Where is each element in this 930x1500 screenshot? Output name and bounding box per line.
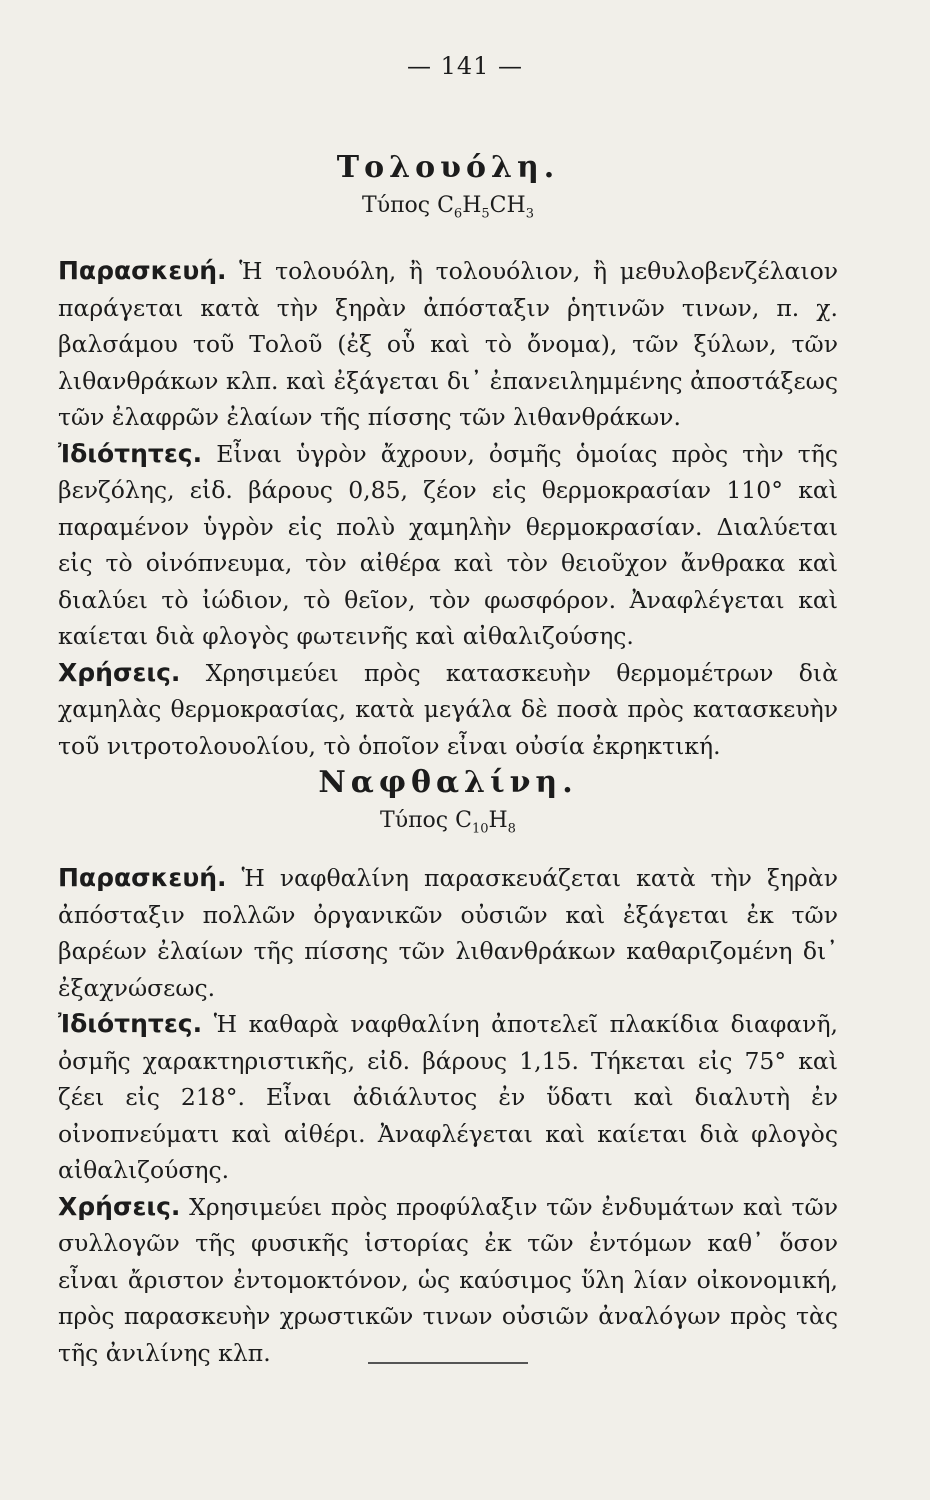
paragraph-heading: Χρήσεις. xyxy=(58,657,181,687)
paragraph-uses xyxy=(58,655,838,765)
paragraph-preparation xyxy=(58,253,838,436)
formula-subscript: 3 xyxy=(525,206,534,222)
section-toluene xyxy=(58,150,838,764)
section-naphthalene xyxy=(58,765,838,1371)
formula-element: CH xyxy=(489,193,526,218)
chemical-formula xyxy=(58,808,838,836)
paragraph-properties xyxy=(58,436,838,655)
page-number: — 141 — xyxy=(406,52,524,80)
paragraph-heading: Παρασκευή. xyxy=(58,256,227,286)
chemical-formula xyxy=(58,193,838,221)
formula-prefix: Τύπος C xyxy=(362,193,454,218)
section-body xyxy=(58,860,838,1371)
paragraph-text: Ἡ τολουόλη, ἢ τολουόλιον, ἢ μεθυλοβενζέλαιον παράγεται κατὰ τὴν ξηρὰν ἀπόσταξιν ῥητινῶν τινων, π. χ. βαλσάμου τοῦ Τολοῦ (ἐξ οὗ καὶ τὸ ὄνομα), τῶν ξύλων, τῶν λιθανθράκων κλπ. καὶ ἐξάγεται δι᾿ ἐπανειλημμένης ἀποστάξεως τῶν ἐλαφρῶν ἐλαίων τῆς πίσσης τῶν λιθανθράκων. xyxy=(58,257,838,432)
paragraph-text: Χρησιμεύει πρὸς προφύλαξιν τῶν ἐνδυμάτων καὶ τῶν συλλογῶν τῆς φυσικῆς ἱστορίας ἐκ τῶν ἐντόμων καθ᾿ ὅσον εἶναι ἄριστον ἐντομοκτόνον, ὡς καύσιμος ὕλη λίαν οἰκονομική, πρὸς παρασκευὴν χρωστικῶν τινων οὐσιῶν ἀναλόγων πρὸς τὰς τῆς ἀνιλίνης κλπ. xyxy=(58,1192,838,1367)
paragraph-uses xyxy=(58,1189,838,1372)
formula-subscript: 10 xyxy=(471,821,489,837)
end-divider xyxy=(368,1362,528,1364)
formula-element: H xyxy=(462,193,482,218)
paragraph-heading: Ἰδιότητες. xyxy=(58,438,203,468)
paragraph-text: Εἶναι ὑγρὸν ἄχρουν, ὀσμῆς ὁμοίας πρὸς τὴν τῆς βενζόλης, εἰδ. βάρους 0,85, ζέον εἰς θερμοκρασίαν 110° καὶ παραμένον ὑγρὸν εἰς πολὺ χαμηλὴν θερμοκρασίαν. Διαλύεται εἰς τὸ οἰνόπνευμα, τὸν αἰθέρα καὶ τὸν θειοῦχον ἄνθρακα καὶ διαλύει τὸ ἰώδιον, τὸ θεῖον, τὸν φωσφόρον. Ἀναφλέγεται καὶ καίεται διὰ φλογὸς φωτεινῆς καὶ αἰθαλιζούσης. xyxy=(58,439,838,651)
section-title: Ναφθαλίνη. xyxy=(318,765,578,800)
section-body xyxy=(58,253,838,764)
paragraph-preparation xyxy=(58,860,838,1006)
formula-subscript: 5 xyxy=(481,206,490,222)
section-title: Τολουόλη. xyxy=(336,150,560,185)
paragraph-heading: Παρασκευή. xyxy=(58,863,227,893)
paragraph-heading: Ἰδιότητες. xyxy=(58,1009,203,1039)
formula-prefix: Τύπος C xyxy=(380,808,472,833)
formula-subscript: 8 xyxy=(507,821,516,837)
paragraph-properties xyxy=(58,1006,838,1189)
paragraph-text: Ἡ καθαρὰ ναφθαλίνη ἀποτελεῖ πλακίδια διαφανῆ, ὀσμῆς χαρακτηριστικῆς, εἰδ. βάρους 1,15. Τήκεται εἰς 75° καὶ ζέει εἰς 218°. Εἶναι ἀδιάλυτος ἐν ὕδατι καὶ διαλυτὴ ἐν οἰνοπνεύματι καὶ αἰθέρι. Ἀναφλέγεται καὶ καίεται διὰ φλογὸς αἰθαλιζούσης. xyxy=(58,1010,838,1185)
formula-element: H xyxy=(488,808,508,833)
paragraph-heading: Χρήσεις. xyxy=(58,1191,181,1221)
formula-subscript: 6 xyxy=(453,206,463,222)
paragraph-text: Ἡ ναφθαλίνη παρασκευάζεται κατὰ τὴν ξηρὰν ἀπόσταξιν πολλῶν ὀργανικῶν οὐσιῶν καὶ ἐξάγεται ἐκ τῶν βαρέων ἐλαίων τῆς πίσσης τῶν λιθανθράκων καθαριζομένη δι᾿ ἐξαχνώσεως. xyxy=(58,864,838,1002)
paragraph-text: Χρησιμεύει πρὸς κατασκευὴν θερμομέτρων διὰ χαμηλὰς θερμοκρασίας, κατὰ μεγάλα δὲ ποσὰ πρὸς κατασκευὴν τοῦ νιτροτολουολίου, τὸ ὁποῖον εἶναι οὐσία ἐκρηκτική. xyxy=(58,658,838,760)
